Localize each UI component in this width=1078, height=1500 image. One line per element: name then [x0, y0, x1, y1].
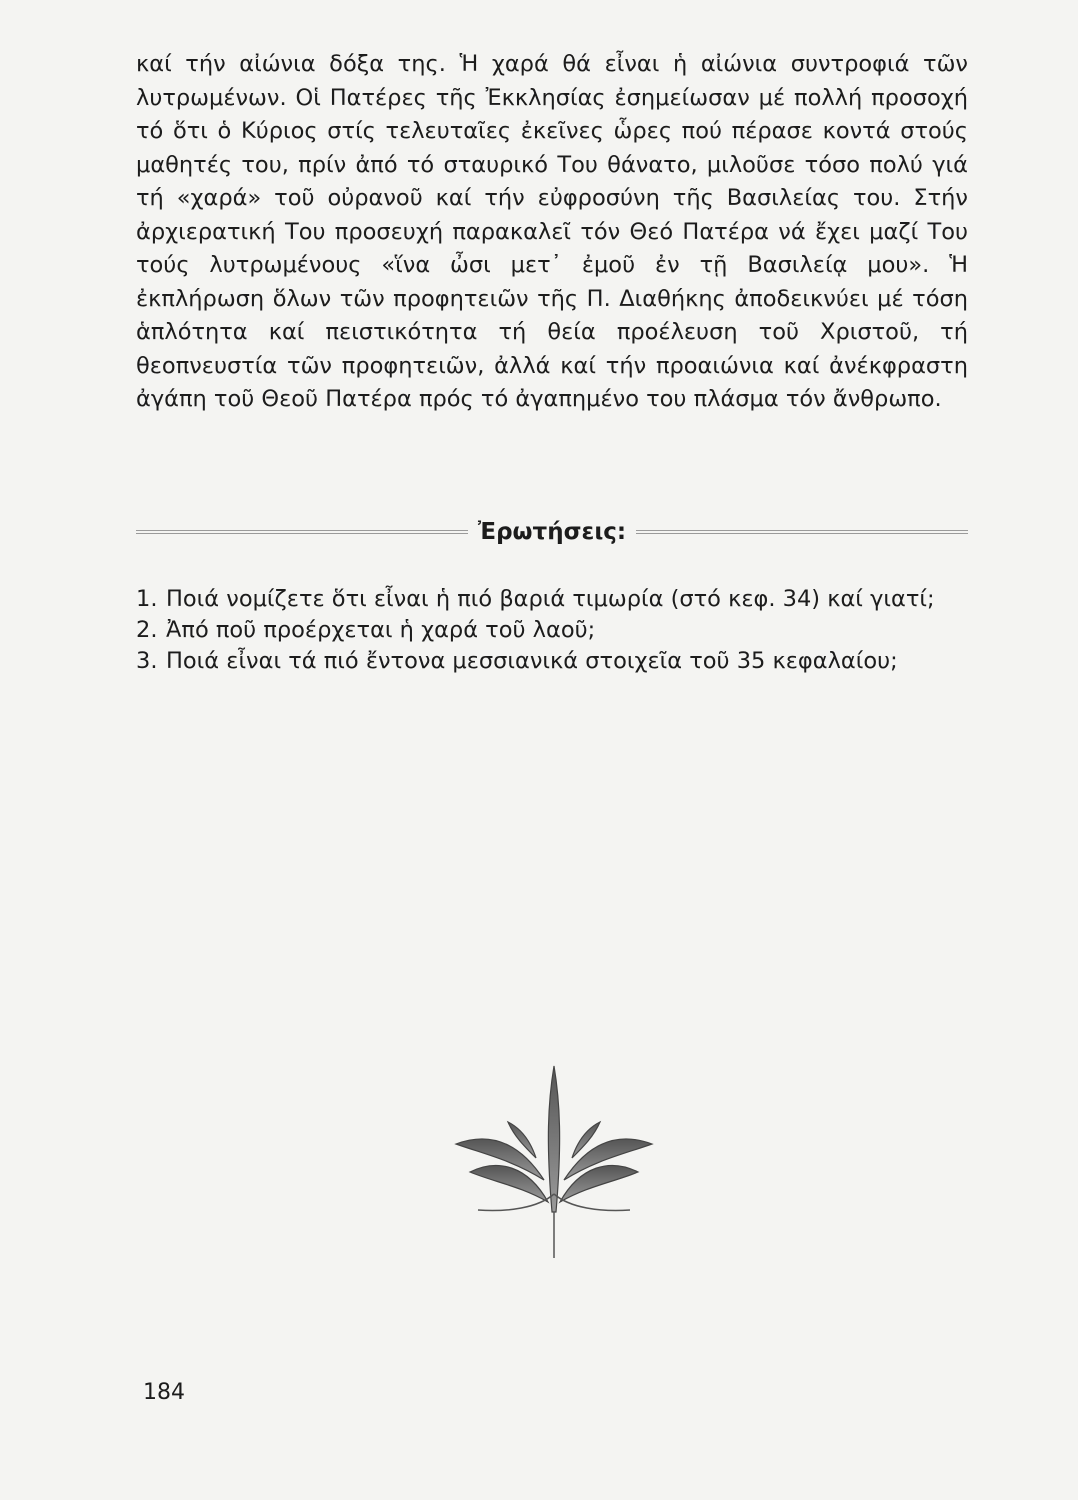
- question-text: Ἀπό ποῦ προέρχεται ἡ χαρά τοῦ λαοῦ;: [166, 617, 596, 643]
- question-text: Ποιά εἶναι τά πιό ἔντονα μεσσιανικά στοιχεῖα τοῦ 35 κεφαλαίου;: [166, 648, 898, 674]
- questions-heading: [136, 512, 968, 552]
- body-text: [136, 48, 968, 417]
- right-divider: [636, 530, 968, 534]
- paragraph: καί τήν αἰώνια δόξα της. Ἡ χαρά θά εἶναι ἡ αἰώνια συντροφιά τῶν λυτρωμένων. Οἱ Πατέρες τῆς Ἐκκλησίας ἐσημείωσαν μέ πολλή προσοχή τό ὅτι ὁ Κύριος στίς τελευταῖες ἐκεῖνες ὧρες πού πέρασε κοντά στούς μαθητές του, πρίν ἀπό τό σταυρικό Του θάνατο, μιλοῦσε τόσο πολύ γιά τή «χαρά» τοῦ οὐρανοῦ καί τήν εὐφροσύνη τῆς Βασιλείας του. Στήν ἀρχιερατική Του προσευχή παρακαλεῖ τόν Θεό Πατέρα νά ἔχει μαζί Του τούς λυτρωμένους «ἵνα ὦσι μετ᾽ ἐμοῦ ἐν τῇ Βασιλείᾳ μου». Ἡ ἐκπλήρωση ὅλων τῶν προφητειῶν τῆς Π. Διαθήκης ἀποδεικνύει μέ τόση ἁπλότητα καί πειστικότητα τή θεία προέλευση τοῦ Χριστοῦ, τή θεοπνευστία τῶν προφητειῶν, ἀλλά καί τήν προαιώνια καί ἀνέκφραστη ἀγάπη τοῦ Θεοῦ Πατέρα πρός τό ἀγαπημένο του πλάσμα τόν ἄνθρωπο.: [136, 51, 968, 412]
- question-item: [136, 584, 976, 615]
- wheat-ornament-icon: [448, 1062, 660, 1262]
- question-number: 1.: [136, 586, 158, 612]
- question-number: 3.: [136, 648, 158, 674]
- left-divider: [136, 530, 468, 534]
- question-number: 2.: [136, 617, 158, 643]
- question-text: Ποιά νομίζετε ὅτι εἶναι ἡ πιό βαριά τιμωρία (στό κεφ. 34) καί γιατί;: [166, 586, 935, 612]
- section-title: Ἐρωτήσεις:: [477, 519, 627, 545]
- question-item: [136, 646, 976, 677]
- page-number: 184: [143, 1380, 185, 1405]
- question-item: [136, 615, 976, 646]
- questions-list: [136, 584, 976, 677]
